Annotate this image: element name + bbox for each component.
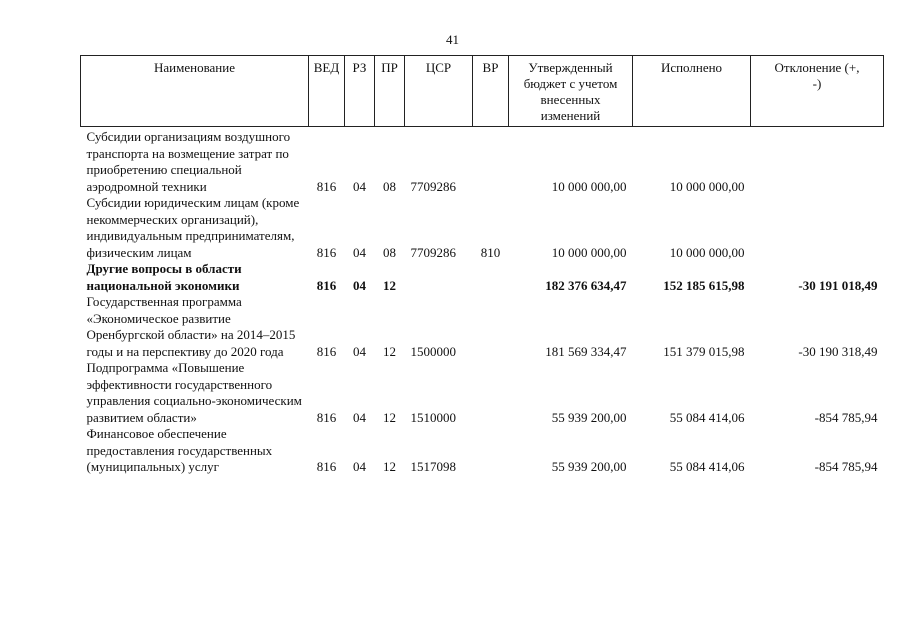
table-row xyxy=(81,127,884,196)
cell-approved: 181 569 334,47 xyxy=(545,343,627,359)
cell-ved: 816 xyxy=(316,409,337,425)
cell-rz: 04 xyxy=(353,459,366,474)
cell-rz: 04 xyxy=(353,409,366,425)
cell-approved: 55 939 200,00 xyxy=(551,409,627,425)
cell-name: Финансовое обеспечение предоставления государственных (муниципальных) услуг xyxy=(86,426,273,474)
cell-ved: 816 xyxy=(316,178,337,194)
cell-approved: 55 939 200,00 xyxy=(551,459,627,474)
cell-csr: 7709286 xyxy=(410,178,456,194)
cell-ved: 816 xyxy=(316,244,337,260)
cell-deviation: -30 190 318,49 xyxy=(798,343,878,359)
cell-approved: 182 376 634,47 xyxy=(545,277,627,293)
header-ved: ВЕД xyxy=(309,56,345,127)
table-row xyxy=(81,426,884,476)
table-header-row xyxy=(81,56,884,127)
header-name: Наименование xyxy=(81,56,309,127)
cell-vr xyxy=(473,426,509,476)
cell-executed: 55 084 414,06 xyxy=(669,459,745,474)
cell-approved: 10 000 000,00 xyxy=(551,178,627,194)
table-row xyxy=(81,261,884,294)
header-rz: РЗ xyxy=(345,56,375,127)
cell-name: Государственная программа «Экономическое развитие Оренбургской области» на 2014–2015 годы и на перспективу до 2020 года xyxy=(86,294,296,359)
cell-executed: 10 000 000,00 xyxy=(669,178,745,194)
cell-vr: 810 xyxy=(480,244,501,260)
header-deviation: Отклонение (+, -) xyxy=(751,56,884,127)
cell-name: Подпрограмма «Повышение эффективности государственного управления социально-экономическим развитием области» xyxy=(86,360,302,425)
cell-ved: 816 xyxy=(316,343,337,359)
cell-csr: 1510000 xyxy=(410,409,456,425)
cell-name: Субсидии организациям воздушного транспорта на возмещение затрат по приобретению специальной аэродромной техники xyxy=(86,129,291,194)
cell-vr xyxy=(473,261,509,294)
table-row xyxy=(81,294,884,360)
cell-deviation: -854 785,94 xyxy=(814,459,878,474)
table-row xyxy=(81,195,884,261)
cell-vr xyxy=(473,360,509,426)
header-approved: Утвержденный бюджет с учетом внесенных изменений xyxy=(509,56,633,127)
cell-executed: 55 084 414,06 xyxy=(669,409,745,425)
cell-rz: 04 xyxy=(353,343,366,359)
cell-deviation: -30 191 018,49 xyxy=(798,277,878,293)
cell-rz: 04 xyxy=(353,244,366,260)
header-csr: ЦСР xyxy=(405,56,473,127)
cell-pr: 12 xyxy=(383,459,396,474)
cell-pr: 12 xyxy=(383,343,396,359)
cell-deviation xyxy=(751,195,884,261)
table-body xyxy=(81,127,884,476)
cell-deviation: -854 785,94 xyxy=(814,409,878,425)
cell-ved: 816 xyxy=(316,277,337,293)
cell-name: Другие вопросы в области национальной экономики xyxy=(86,261,242,293)
cell-ved: 816 xyxy=(316,459,337,474)
cell-deviation xyxy=(751,127,884,196)
cell-pr: 08 xyxy=(383,244,396,260)
cell-name: Субсидии юридическим лицам (кроме некоммерческих организаций), индивидуальным предпринимателям, физическим лицам xyxy=(86,195,300,260)
header-vr: ВР xyxy=(473,56,509,127)
cell-vr xyxy=(473,294,509,360)
page-number: 41 xyxy=(446,32,459,47)
cell-executed: 151 379 015,98 xyxy=(663,343,745,359)
cell-csr xyxy=(405,261,473,294)
cell-pr: 12 xyxy=(383,277,396,293)
cell-rz: 04 xyxy=(353,277,366,293)
cell-csr: 1517098 xyxy=(410,459,456,474)
cell-executed: 10 000 000,00 xyxy=(669,244,745,260)
cell-pr: 08 xyxy=(383,178,396,194)
table-row xyxy=(81,360,884,426)
header-pr: ПР xyxy=(375,56,405,127)
cell-csr: 7709286 xyxy=(410,244,456,260)
cell-rz: 04 xyxy=(353,178,366,194)
cell-csr: 1500000 xyxy=(410,343,456,359)
budget-table xyxy=(80,55,884,476)
cell-approved: 10 000 000,00 xyxy=(551,244,627,260)
cell-executed: 152 185 615,98 xyxy=(663,277,745,293)
cell-pr: 12 xyxy=(383,409,396,425)
header-executed: Исполнено xyxy=(633,56,751,127)
cell-vr xyxy=(473,127,509,196)
